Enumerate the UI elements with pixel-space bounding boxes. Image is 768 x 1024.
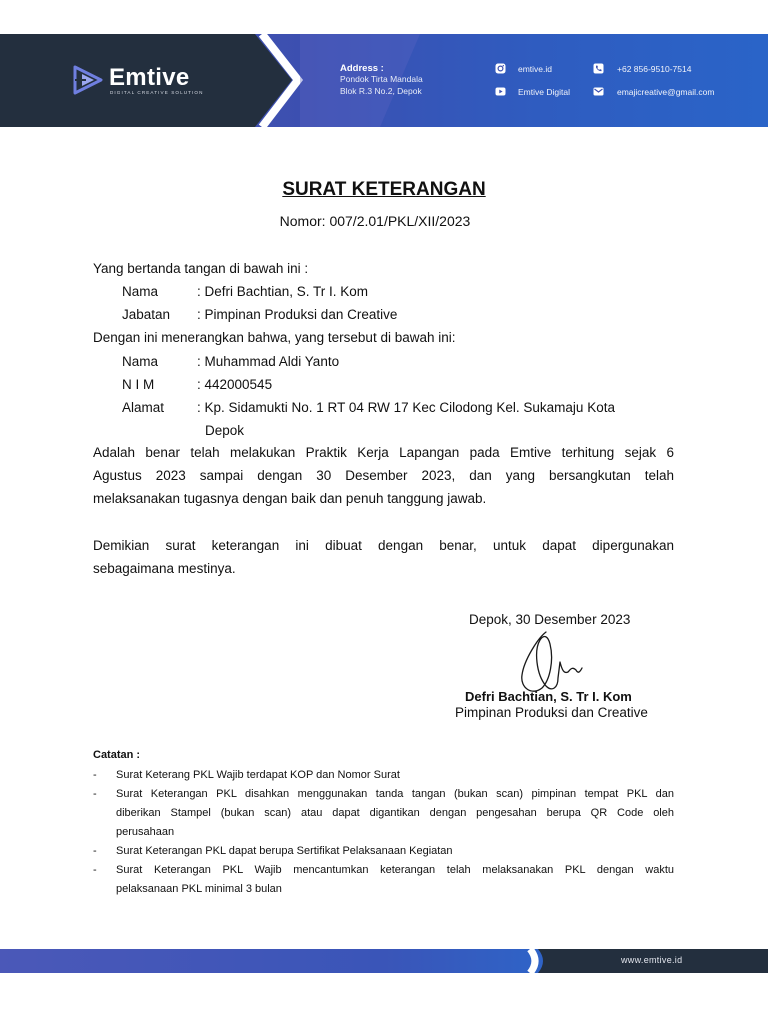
letter-title: SURAT KETERANGAN [282, 179, 486, 200]
intro-text: Yang bertanda tangan di bawah ini : [93, 261, 309, 276]
signer-position-label: Jabatan [122, 307, 171, 322]
place-date: Depok, 30 Desember 2023 [469, 612, 631, 627]
email-icon [593, 86, 604, 97]
note-dash: - [93, 864, 97, 876]
signer-name-value: : Defri Bachtian, S. Tr I. Kom [197, 284, 369, 299]
student-nim-label: N I M [122, 377, 155, 392]
note-item [93, 766, 674, 785]
note-line: diberikan Stampel (bukan scan) atau dapat digantikan dengan pengesahan berupa QR Code oleh [116, 807, 674, 819]
note-line: Surat Keterang PKL Wajib terdapat KOP dan Nomor Surat [116, 769, 400, 781]
note-dash: - [93, 845, 97, 857]
note-line: Surat Keterangan PKL dapat berupa Sertifikat Pelaksanaan Kegiatan [116, 845, 453, 857]
signature-position: Pimpinan Produksi dan Creative [455, 705, 648, 720]
youtube-icon [495, 86, 506, 97]
student-address-value-1: : Kp. Sidamukti No. 1 RT 04 RW 17 Kec Cilodong Kel. Sukamaju Kota [197, 400, 615, 415]
student-address-value-2: Depok [205, 423, 245, 438]
note-line: Surat Keterangan PKL disahkan menggunakan tanda tangan (bukan scan) pimpinan tempat PKL dan [116, 788, 674, 800]
email-text: emajicreative@gmail.com [617, 87, 715, 97]
student-address-label: Alamat [122, 400, 165, 415]
student-nim-value: : 442000545 [197, 377, 273, 392]
student-name-value: : Muhammad Aldi Yanto [197, 354, 340, 369]
note-item [93, 842, 674, 861]
statement-text: Dengan ini menerangkan bahwa, yang tersebut di bawah ini: [93, 330, 456, 345]
footer-website: www.emtive.id [621, 955, 683, 965]
student-name-label: Nama [122, 354, 159, 369]
paragraph-2 [93, 534, 674, 580]
note-item [93, 785, 674, 842]
footer-chevron [500, 949, 560, 973]
website-text: emtive.id [518, 64, 553, 74]
paragraph-1-line: Adalah benar telah melakukan Praktik Kerja Lapangan pada Emtive terhitung sejak 6 [93, 445, 674, 460]
instagram-icon [495, 63, 506, 74]
address-line-2: Blok R.3 No.2, Depok [340, 86, 422, 96]
youtube-text: Emtive Digital [518, 87, 570, 97]
paragraph-1-line: Agustus 2023 sampai dengan 30 Desember 2023, dan yang bersangkutan telah [93, 468, 674, 483]
address-line-1: Pondok Tirta Mandala [340, 74, 423, 84]
paragraph-1 [93, 441, 674, 510]
signer-position-value: : Pimpinan Produksi dan Creative [197, 307, 398, 322]
note-line: Surat Keterangan PKL Wajib mencantumkan keterangan telah melaksanakan PKL dengan waktu [116, 864, 674, 876]
company-tagline: DIGITAL CREATIVE SOLUTION [110, 90, 204, 95]
paragraph-1-line: melaksanakan tugasnya dengan baik dan penuh tanggung jawab. [93, 491, 487, 506]
company-logo-text: Emtive [109, 64, 190, 91]
emtive-logo-icon [72, 64, 104, 96]
note-item [93, 861, 674, 899]
signer-name-label: Nama [122, 284, 159, 299]
note-line: pelaksanaan PKL minimal 3 bulan [116, 883, 282, 895]
note-dash: - [93, 769, 97, 781]
signature-name: Defri Bachtian, S. Tr I. Kom [465, 689, 632, 704]
paragraph-2-line: Demikian surat keterangan ini dibuat dengan benar, untuk dapat dipergunakan [93, 538, 674, 553]
letter-number: Nomor: 007/2.01/PKL/XII/2023 [279, 213, 471, 229]
paragraph-2-line: sebagaimana mestinya. [93, 561, 236, 576]
notes-title: Catatan : [93, 749, 141, 761]
phone-text: +62 856-9510-7514 [617, 64, 692, 74]
phone-icon [593, 63, 604, 74]
address-title: Address : [340, 63, 384, 74]
note-line: perusahaan [116, 826, 175, 838]
note-dash: - [93, 788, 97, 800]
